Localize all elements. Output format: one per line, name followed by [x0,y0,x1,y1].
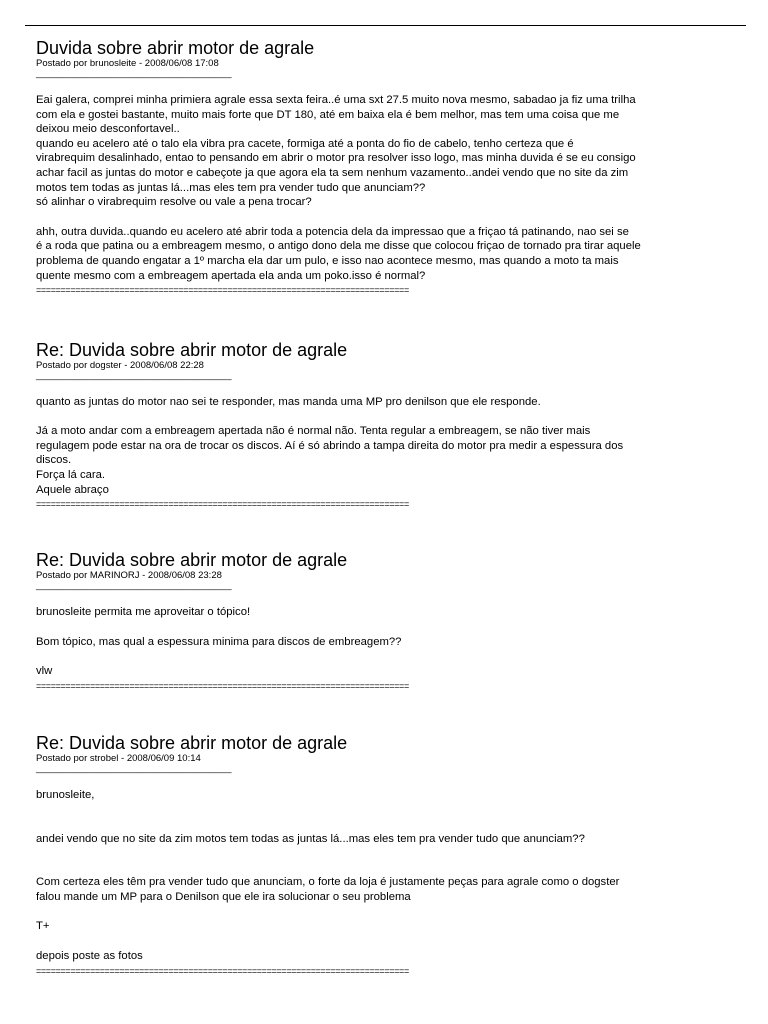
post-separator: ============================================================================ [36,965,409,976]
post-title: Re: Duvida sobre abrir motor de agrale [36,733,348,753]
post-paragraph: depois poste as fotos [36,949,143,962]
forum-post [36,340,736,509]
forum-post [36,550,736,691]
forum-post [36,733,736,976]
post-paragraph: quanto as juntas do motor nao sei te responder, mas manda uma MP pro denilson que ele responde. [36,396,541,408]
post-title: Duvida sobre abrir motor de agrale [36,38,315,58]
post-header-underline: _____________________________________ [36,370,232,381]
post-paragraph: ahh, outra duvida..quando eu acelero até abrir toda a potencia dela da impressao que a friçao tá patinando, nao sei se é a roda que patina ou a embreagem mesmo, o antigo dono dela me disse que colocou friçao de tornado pra tirar aquele problema de quando engatar a 1º marcha ela dar um pulo, e isso nao acontece mesmo, mas quando a moto ta mais quente mesmo com a embreagem apertada ela anda um poko.isso é normal? [36,225,641,282]
post-paragraph: Bom tópico, mas qual a espessura minima para discos de embreagem?? [36,635,402,648]
post-author-date: Postado por dogster - 2008/06/08 22:28 [36,360,204,371]
post-paragraph: andei vendo que no site da zim motos tem todas as juntas lá...mas eles tem pra vender tudo que anunciam?? [36,832,585,845]
post-separator: ============================================================================ [36,499,409,510]
post-author-date: Postado por MARINORJ - 2008/06/08 23:28 [36,570,222,581]
forum-post [36,38,736,295]
post-paragraph: Já a moto andar com a embreagem apertada não é normal não. Tenta regular a embreagem, se não tiver mais regulagem pode estar na ora de trocar os discos. Aí é só abrindo a tampa direita do motor pra medir a espessura dos discos. Força lá cara. Aquele abraço [36,425,624,496]
post-separator: ============================================================================ [36,285,409,296]
post-header-underline: _____________________________________ [36,68,232,79]
post-header-underline: _____________________________________ [36,580,232,591]
post-paragraph: vlw [36,665,53,678]
post-author-date: Postado por strobel - 2008/06/09 10:14 [36,753,201,764]
post-paragraph: Eai galera, comprei minha primiera agrale essa sexta feira..é uma sxt 27.5 muito nova mesmo, sabadao ja fiz uma trilha com ela e gostei bastante, muito mais forte que DT 180, até em baixa ela é bem melhor, mas tem uma coisa que me deixou meio desconfortavel.. quando eu acelero até o talo ela vibra pra cacete, formiga até a ponta do fio de cabelo, tenho certeza que é virabrequim desalinhado, entao to pensando em abrir o motor pra resolver isso logo, mas minha duvida é se eu consigo achar facil as juntas do motor e cabeçote ja que agora ela ta sem nenhum vazamento..andei vendo que no site da zim motos tem todas as juntas lá...mas eles tem pra vender tudo que anunciam?? só alinhar o virabrequim resolve ou vale a pena trocar? [36,94,636,209]
post-separator: ============================================================================ [36,680,409,691]
post-paragraph: T+ [36,920,50,933]
top-horizontal-rule [25,25,746,26]
post-paragraph: brunosleite, [36,789,95,801]
post-paragraph: Com certeza eles têm pra vender tudo que anunciam, o forte da loja é justamente peças para agrale como o dogster falou mande um MP para o Denilson que ele ira solucionar o seu problema [36,876,620,903]
post-paragraph: brunosleite permita me aproveitar o tópico! [36,606,251,618]
post-title: Re: Duvida sobre abrir motor de agrale [36,550,348,570]
post-author-date: Postado por brunosleite - 2008/06/08 17:08 [36,58,219,69]
post-title: Re: Duvida sobre abrir motor de agrale [36,340,348,360]
post-header-underline: _____________________________________ [36,763,232,774]
